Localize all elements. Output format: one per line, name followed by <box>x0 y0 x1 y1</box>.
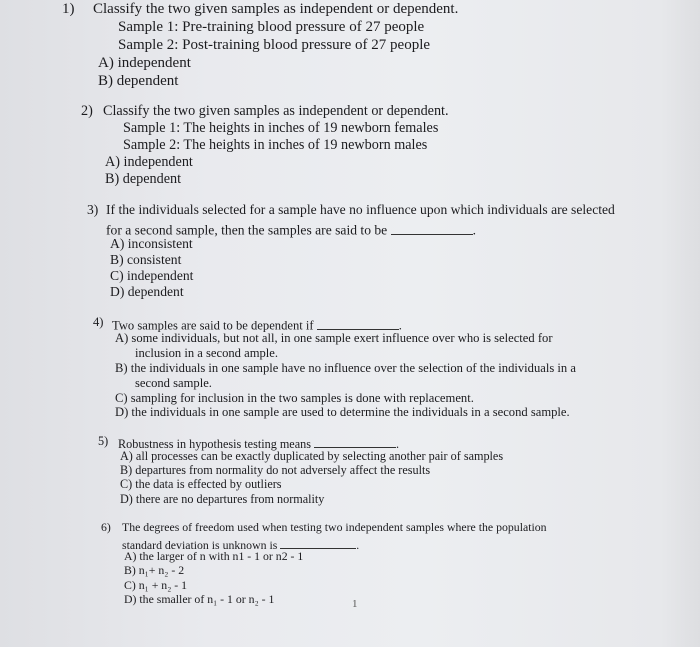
option-b-continued: second sample. <box>135 376 212 390</box>
question-stem: Two samples are said to be dependent if . <box>112 316 402 332</box>
question-number: 3) <box>87 202 99 217</box>
question-number: 6) <box>101 520 111 534</box>
sample-2: Sample 2: The heights in inches of 19 newborn males <box>123 137 428 153</box>
question-stem-line-1: The degrees of freedom used when testing two independent samples where the population <box>122 520 547 534</box>
question-stem: Classify the two given samples as independent or dependent. <box>93 1 459 17</box>
option-d: D) dependent <box>110 284 184 299</box>
option-b: B) departures from normality do not adversely affect the results <box>120 463 431 477</box>
option-a-continued: inclusion in a second ample. <box>135 346 279 360</box>
question-stem: Robustness in hypothesis testing means . <box>118 435 399 450</box>
question-number: 4) <box>93 315 104 329</box>
question-number: 1) <box>62 1 75 17</box>
option-a: A) independent <box>98 55 191 71</box>
option-a: A) inconsistent <box>110 236 193 251</box>
option-c: C) the data is effected by outliers <box>120 477 282 491</box>
option-d: D) there are no departures from normality <box>120 492 325 506</box>
question-number: 5) <box>98 434 109 448</box>
answer-blank <box>280 536 356 549</box>
option-b: B) dependent <box>98 73 179 89</box>
answer-blank <box>391 220 473 235</box>
answer-blank <box>317 316 399 330</box>
sample-1: Sample 1: Pre-training blood pressure of 27 people <box>118 19 425 35</box>
answer-blank <box>314 435 396 448</box>
page-edge-shadow <box>660 0 700 647</box>
option-c: C) independent <box>110 268 194 283</box>
question-number: 2) <box>81 103 93 119</box>
option-d: D) the individuals in one sample are used to determine the individuals in a second sample. <box>115 405 570 419</box>
option-a: A) some individuals, but not all, in one sample exert influence over who is selected for <box>115 331 553 345</box>
question-stem-line-2: standard deviation is unknown is . <box>122 537 360 552</box>
option-a: A) the larger of n with n1 - 1 or n2 - 1 <box>124 549 304 563</box>
sample-1: Sample 1: The heights in inches of 19 newborn females <box>123 120 439 136</box>
page-number: 1 <box>352 598 358 610</box>
option-b: B) the individuals in one sample have no influence over the selection of the individuals in a <box>115 361 576 375</box>
option-d: D) the smaller of n₁ - 1 or n₂ - 1 <box>124 592 275 606</box>
option-a: A) independent <box>105 154 193 170</box>
option-c: C) n₁ + n₂ - 1 <box>124 578 188 592</box>
option-b: B) n₁+ n₂ - 2 <box>124 563 185 577</box>
question-stem: Classify the two given samples as independent or dependent. <box>103 103 449 119</box>
question-stem-line-2: for a second sample, then the samples are said to be . <box>106 220 476 237</box>
option-c: C) sampling for inclusion in the two samples is done with replacement. <box>115 391 474 405</box>
option-a: A) all processes can be exactly duplicated by selecting another pair of samples <box>120 449 504 463</box>
sample-2: Sample 2: Post-training blood pressure of 27 people <box>118 37 431 53</box>
option-b: B) consistent <box>110 252 182 267</box>
option-b: B) dependent <box>105 171 182 187</box>
question-stem-line-1: If the individuals selected for a sample have no influence upon which individuals are selected <box>106 202 615 217</box>
